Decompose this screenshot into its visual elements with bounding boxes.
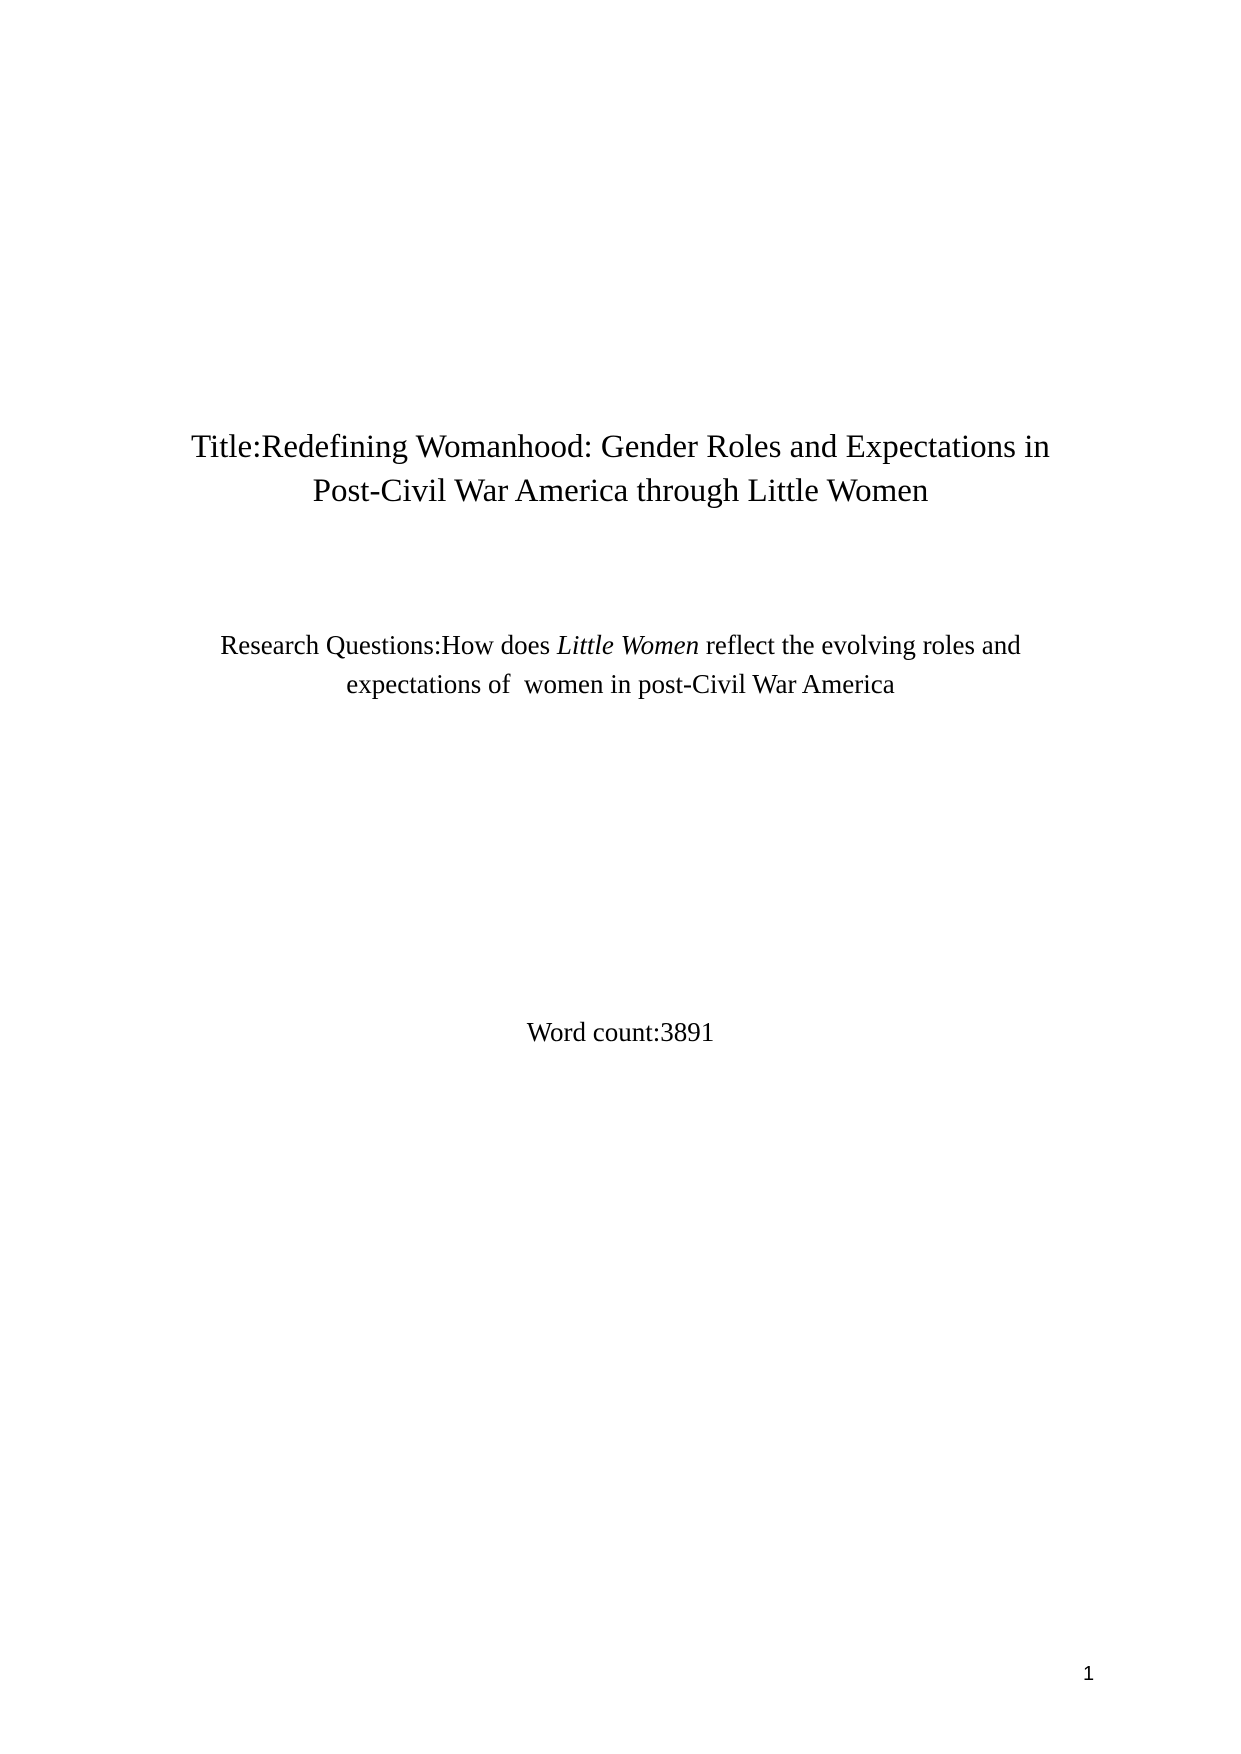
research-question [0, 626, 1241, 704]
page-number: 1 [1083, 1663, 1095, 1685]
research-question-line-1 [171, 626, 1071, 665]
title-line-2: Post-Civil War America through Little Women [312, 473, 929, 509]
word-count: Word count:3891 [526, 1017, 715, 1047]
book-title-italic: Little Women [556, 630, 700, 660]
title-line-1: Title:Redefining Womanhood: Gender Roles and Expectations in [191, 429, 1050, 465]
research-question-prefix: Research Questions:How does [220, 630, 557, 660]
document-title [0, 425, 1241, 513]
research-question-line-2: expectations of women in post-Civil War America [346, 669, 895, 699]
research-question-rest: reflect the evolving roles and [699, 630, 1021, 660]
